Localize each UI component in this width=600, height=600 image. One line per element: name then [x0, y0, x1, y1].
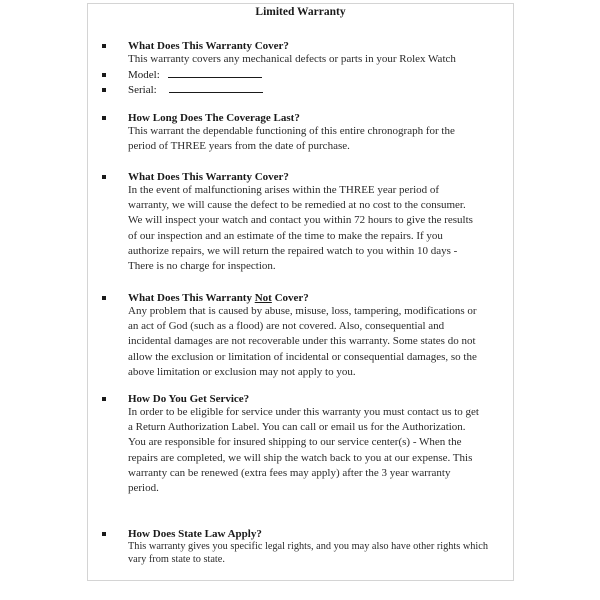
section-body: In order to be eligible for service under this warranty you must contact us to get a Return Authorization Label. You can call or email us for the Authorization. You are responsible for insured shipping to our service center(s) - When the repairs are completed, we will ship the watch back to you at our expense. This warranty can be renewed (extra fees may apply) after the 3 year warranty period.	[128, 406, 479, 495]
model-label: Model:	[128, 69, 160, 81]
section-body: This warrant the dependable functioning of this entire chronograph for the period of THREE years from the date of purchase.	[128, 125, 455, 153]
section-heading: What Does This Warranty Cover?	[128, 171, 289, 183]
warranty-document-page	[87, 3, 514, 581]
section-heading: How Does State Law Apply?	[128, 528, 262, 540]
bullet-icon	[102, 73, 106, 77]
bullet-icon	[102, 116, 106, 120]
section-body: This warranty covers any mechanical defects or parts in your Rolex Watch	[128, 53, 456, 65]
bullet-icon	[102, 296, 106, 300]
serial-field	[128, 82, 263, 97]
section-body: Any problem that is caused by abuse, misuse, loss, tampering, modifications or an act of God (such as a flood) are not covered. Also, consequential and incidental damages are not recoverable under this warranty. Some states do not allow the exclusion or limitation of incidental or consequential damages, so the above limitation or exclusion may not apply to you.	[128, 305, 477, 378]
bullet-icon	[102, 532, 106, 536]
section-heading: What Does This Warranty Not Cover?	[128, 292, 309, 304]
bullet-icon	[102, 88, 106, 92]
document-title: Limited Warranty	[255, 6, 346, 18]
bullet-icon	[102, 175, 106, 179]
not-emphasis: Not	[254, 292, 272, 304]
serial-label: Serial:	[128, 84, 157, 96]
model-input-line[interactable]	[168, 67, 262, 78]
bullet-icon	[102, 44, 106, 48]
section-body: In the event of malfunctioning arises within the THREE year period of warranty, we will cause the defect to be remedied at no cost to the consumer. We will inspect your watch and contact you within 72 hours to give the results of our inspection and an estimate of the time to make the repairs. If you authorize repairs, we will return the repaired watch to you within 10 days - There is no charge for inspection.	[128, 184, 473, 273]
section-body: This warranty gives you specific legal rights, and you may also have other rights which vary from state to state.	[128, 541, 489, 565]
bullet-icon	[102, 397, 106, 401]
section-heading: How Long Does The Coverage Last?	[128, 112, 300, 124]
section-heading: How Do You Get Service?	[128, 393, 250, 405]
section-heading: What Does This Warranty Cover?	[128, 40, 289, 52]
model-field	[128, 67, 262, 82]
serial-input-line[interactable]	[169, 82, 263, 93]
